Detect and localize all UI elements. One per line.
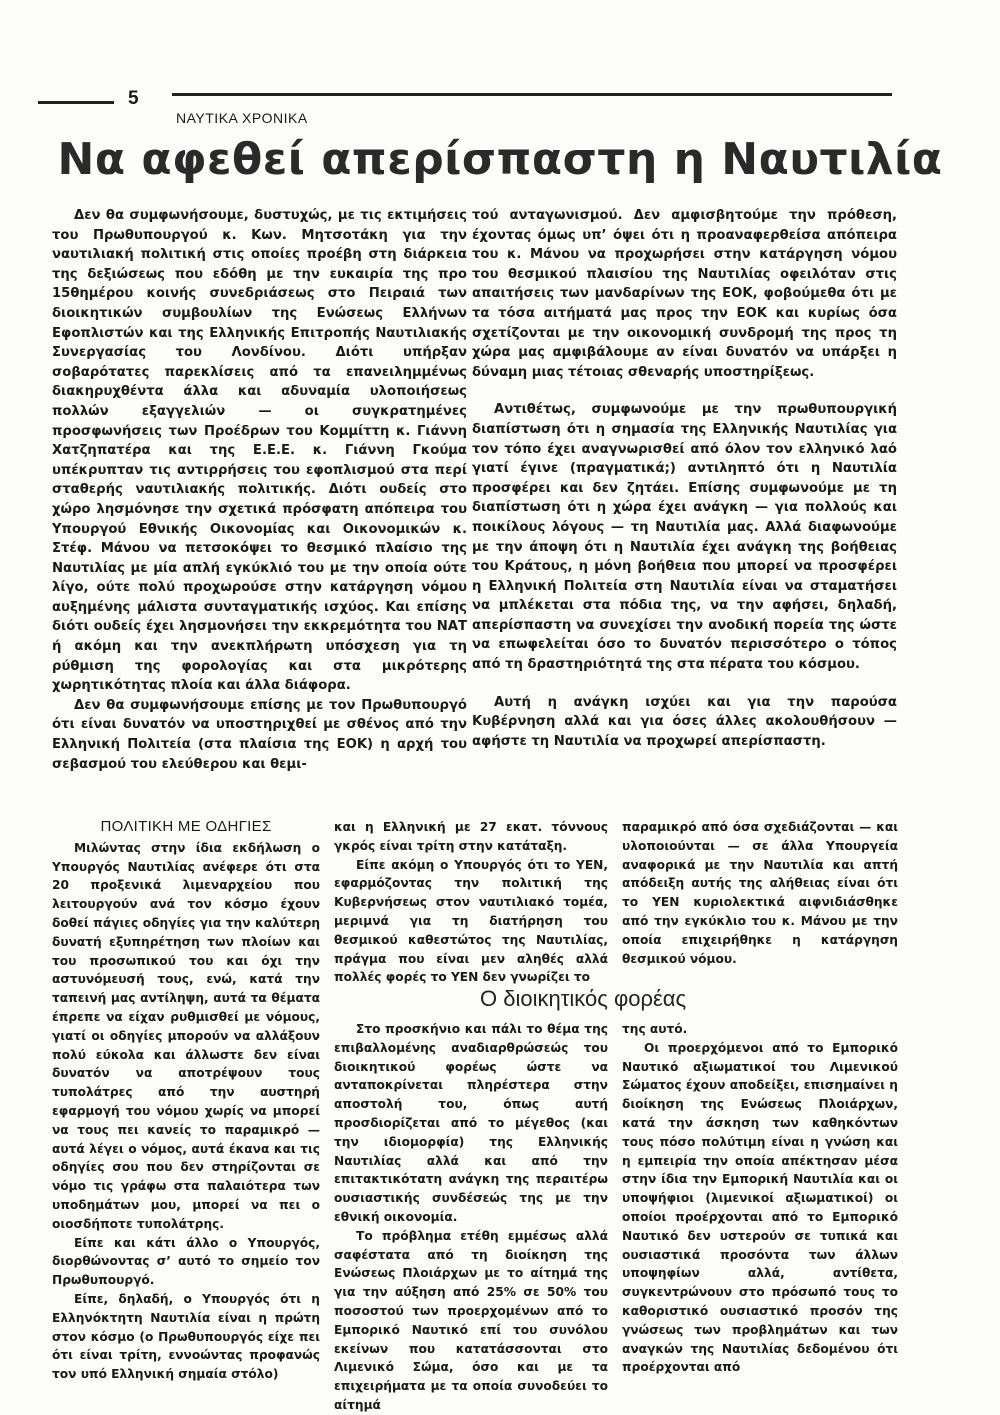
header-rule-left xyxy=(38,101,114,104)
admin-story-column-1 xyxy=(334,1020,608,1415)
policy-subhead: ΠΟΛΙΤΙΚΗ ΜΕ ΟΔΗΓΙΕΣ xyxy=(100,818,272,835)
policy-story-column-2 xyxy=(334,818,608,987)
paragraph: Το πρόβλημα ετέθη εμμέσως αλλά σαφέστατα από τη διοίκηση της Ενώσεως Πλοιάρχων με το αίτημά της για την αύξηση από 25% σε 50% του ποσοστού των προερχομένων από το Εμπορικό Ναυτικό επί του συνόλου εκείνων που κατατάσσονται στο Λιμενικό Σώμα, όσο και με τα επιχειρήματα με τα οποία συνοδεύει το αίτημά xyxy=(334,1228,608,1412)
paragraph: Οι προερχόμενοι από το Εμπορικό Ναυτικό αξιωματικοί του Λιμενικού Σώματος έχουν αποδείξει, επισημαίνει η διοίκηση της Ενώσεως Πλοιάρχων, κατά την άσκηση των καθηκόντων τους πόσο πολύτιμη είναι η γνώση και η εμπειρία την οποία απέκτησαν μέσα στην ίδια την Εμπορική Ναυτιλία και οι υποψήφιοι (λιμενικοί αξιωματικοί) οι οποίοι προέρχονται από το Εμπορικό Ναυτικό δεν υστερούν σε τυπικά και ουσιαστικά προσόντα των άλλων υποψηφίων αλλά, αντίθετα, συγκεντρώνουν στο πρόσωπό τους το καθοριστικό ουσιαστικό προσόν της γνώσεως των προβλημάτων και των αναγκών της Ναυτιλίας δεδομένου ότι προέρχονται από xyxy=(622,1040,898,1375)
paragraph: Αντιθέτως, συμφωνούμε με την πρωθυπουργική διαπίστωση ότι η σημασία της Ελληνικής Ναυτιλίας για τον τόπο έχει αναγνωρισθεί από όλον τον ελληνικό λαό γιατί έγινε (πραγματικά;) αντιληπτό ότι η Ναυτιλία προσφέρει και δεν ζητάει. Επίσης συμφωνούμε με τη διαπίστωση ότι η χώρα έχει ανάγκη — για πολλούς και ποικίλους λόγους — τη Ναυτιλία μας. Αλλά διαφωνούμε με την άποψη ότι η Ναυτιλία έχει ανάγκη της βοήθειας του Κράτους, η μόνη βοήθεια που μπορεί να προσφέρει η Ελληνική Πολιτεία στη Ναυτιλία είναι να σταματήσει να μπλέκεται στα πόδια της, να την αφήσει, δηλαδή, απερίσπαστη να συνεχίσει την ανοδική πορεία της ώστε να επωφελείται όσο το δυνατόν περισσότερο ο τόπος από τη δραστηριότητά της στα πέρατα του κόσμου. xyxy=(472,402,897,673)
paragraph: της αυτό. xyxy=(622,1022,688,1036)
paragraph: Είπε ακόμη ο Υπουργός ότι το ΥΕΝ, εφαρμόζοντας την πολιτική της Κυβερνήσεως στον ναυτιλιακό τομέα, μεριμνά για τη διατήρηση του θεσμικού καθεστώτος της Ναυτιλίας, πράγμα που είναι μεν αληθές αλλά πολλές φορές το ΥΕΝ δεν γνωρίζει το xyxy=(334,857,608,985)
page-number: 5 xyxy=(128,88,139,109)
paragraph: παραμικρό από όσα σχεδιάζονται — και υλοποιούνται — σε άλλα Υπουργεία αναφορικά με την Ναυτιλία και απτή απόδειξη αυτής της αλήθειας είναι ότι το ΥΕΝ κυριολεκτικά αιφνιδιάσθηκε από την εγκύκλιο του κ. Μάνου με την οποία επιχειρήθηκε η κατάργηση θεσμικού νόμου. xyxy=(622,820,898,966)
publication-name: ΝΑΥΤΙΚΑ ΧΡΟΝΙΚΑ xyxy=(176,110,308,126)
main-article-column-2 xyxy=(472,206,897,751)
paragraph: Δεν θα συμφωνήσουμε, δυστυχώς, με τις εκτιμήσεις του Πρωθυπουργού κ. Κων. Μητσοτάκη για την ναυτιλιακή πολιτική στις οποίες προέβη στη διάρκεια της δεξιώσεως που εδόθη με την ευκαιρία της προ 15θημέρου κοινής συνεδριάσεως στο Πειραιά των διοικητικών συμβουλίων της Ενώσεως Ελλήνων Εφοπλιστών και της Ελληνικής Επιτροπής Ναυτιλιακής Συνεργασίας του Λονδίνου. Διότι υπήρξαν σοβαρότατες παρεκλίσεις από τα επανειλημμένως διακηρυχθέντα άλλα και αδυναμία υλοποιήσεως πολλών εξαγγελιών — οι συγκρατημένες προσφωνήσεις των Προέδρων του Κομμίττη κ. Γιάννη Χατζηπατέρα και της Ε.Ε.Ε. κ. Γιάννη Γκούμα υπέκρυπταν τις αντιρρήσεις του εφοπλισμού στα περί σταθερής ναυτιλιακής πολιτικής. Διότι ουδείς στο χώρο λησμόνησε την σχετικά πρόσφατη απόπειρα του Υπουργού Εθνικής Οικονομίας και Οικονομικών κ. Στέφ. Μάνου να πετσοκόψει το θεσμικό πλαίσιο της Ναυτιλίας με μία απλή εγκύκλιό του με την οποία ούτε λίγο, ούτε πολύ προχωρούσε στην κατάργηση νόμου αυξημένης μάλιστα συνταγματικής ισχύος. Και επίσης διότι ουδείς έχει λησμονήσει την εκκρεμότητα του ΝΑΤ ή ακόμη και την ανεκπλήρωτη υπόσχεση για τη ρύθμιση της φορολογίας και στα μικρότερης χωρητικότητας πλοία και άλλα διάφορα. xyxy=(52,208,467,694)
paragraph: και η Ελληνική με 27 εκατ. τόννους γκρός είναι τρίτη στην κατάταξη. xyxy=(334,820,608,853)
paragraph: Δεν θα συμφωνήσουμε επίσης με τον Πρωθυπουργό ότι είναι δυνατόν να υποστηριχθεί με σθένος από την Ελληνική Πολιτεία (στα πλαίσια της ΕΟΚ) η αρχή του σεβασμού του ελεύθερου και θεμι- xyxy=(52,697,467,772)
policy-story-column-3 xyxy=(622,818,898,968)
paragraph: Είπε, δηλαδή, ο Υπουργός ότι η Ελληνόκτητη Ναυτιλία είναι η πρώτη στον κόσμο (ο Πρωθυπουργός είχε πει ότι είναι τρίτη, εννοώντας προφανώς τον υπό Ελληνική σημαία στόλο) xyxy=(52,1291,320,1382)
header-rule-right xyxy=(172,93,892,96)
paragraph: Αυτή η ανάγκη ισχύει και για την παρούσα Κυβέρνηση αλλά και για όσες άλλες ακολουθήσουν — αφήστε τη Ναυτιλία να προχωρεί απερίσπαστη. xyxy=(472,694,897,749)
paragraph: τού ανταγωνισμού. Δεν αμφισβητούμε την πρόθεση, έχοντας όμως υπ’ όψει ότι η προαναφερθείσα απόπειρα του κ. Μάνου να προχωρήσει στην κατάργηση νόμου του θεσμικού πλαισίου της Ναυτιλίας οφειλόταν στις απαιτήσεις των μανδαρίνων της ΕΟΚ, φοβούμεθα ότι με τα τόσα αιτήματά μας προς την ΕΟΚ και κυρίως όσα σχετίζονται με την οικονομική συνδρομή της προς τη χώρα μας αμφιβάλουμε αν είναι δυνατόν να υπάρξει η δύναμη μιας τέτοιας σθεναρής υποστηρίξεως. xyxy=(472,208,897,380)
article-headline: Να αφεθεί απερίσπαστη η Ναυτιλία xyxy=(57,134,943,185)
paragraph: Μιλώντας στην ίδια εκδήλωση ο Υπουργός Ναυτιλίας ανέφερε ότι στα 20 προξενικά λιμεναρχείου που λειτουργούν ανά τον κόσμο έχουν δοθεί πάγιες οδηγίες για την καλύτερη δυνατή εξυπηρέτηση των πλοίων και του προσωπικού του και όχι την αστυνόμευσή τους, ενώ, κατά την ταπεινή μας αντίληψη, αυτά τα θέματα έπρεπε να είχαν ρυθμισθεί με νόμους, γιατί οι οδηγίες μπορούν να αλλάξουν πολύ εύκολα και άλλωστε δεν είναι δυνατόν να αποτρέψουν τους τυπολάτρες από την αυστηρή εφαρμογή του νόμου χωρίς να μπορεί να τους πει κανείς το παραμικρό — αυτά λέγει ο νόμος, αυτά έκανα και τις οδηγίες σου που δεν στηρίζονται σε νόμο τις γράφω στα παλαιότερα των υποδημάτων μου, μπορεί να πει ο οιοσδήποτε τυπολάτρης. xyxy=(52,840,320,1231)
admin-story-column-2 xyxy=(622,1020,898,1377)
admin-story-title: Ο διοικητικός φορέας xyxy=(480,986,687,1011)
policy-story-column-1 xyxy=(52,818,320,1384)
paragraph: Είπε και κάτι άλλο ο Υπουργός, διορθώνοντας σ’ αυτό το σημείο τον Πρωθυπουργό. xyxy=(52,1235,320,1288)
main-article-column-1 xyxy=(52,206,467,774)
paragraph: Στο προσκήνιο και πάλι το θέμα της επιβαλλομένης αναδιαρθρώσεώς του διοικητικού φορέως ώστε να ανταποκρίνεται πληρέστερα στην αποστολή του, όπως αυτή προσδιορίζεται από το μέγεθος (και την ιδιομορφία) της Ελληνικής Ναυτιλίας αλλά και από την επιτακτικότατη ανάγκη της περαιτέρω ουσιαστικής συνδέσεώς της με την εθνική οικονομία. xyxy=(334,1022,608,1224)
